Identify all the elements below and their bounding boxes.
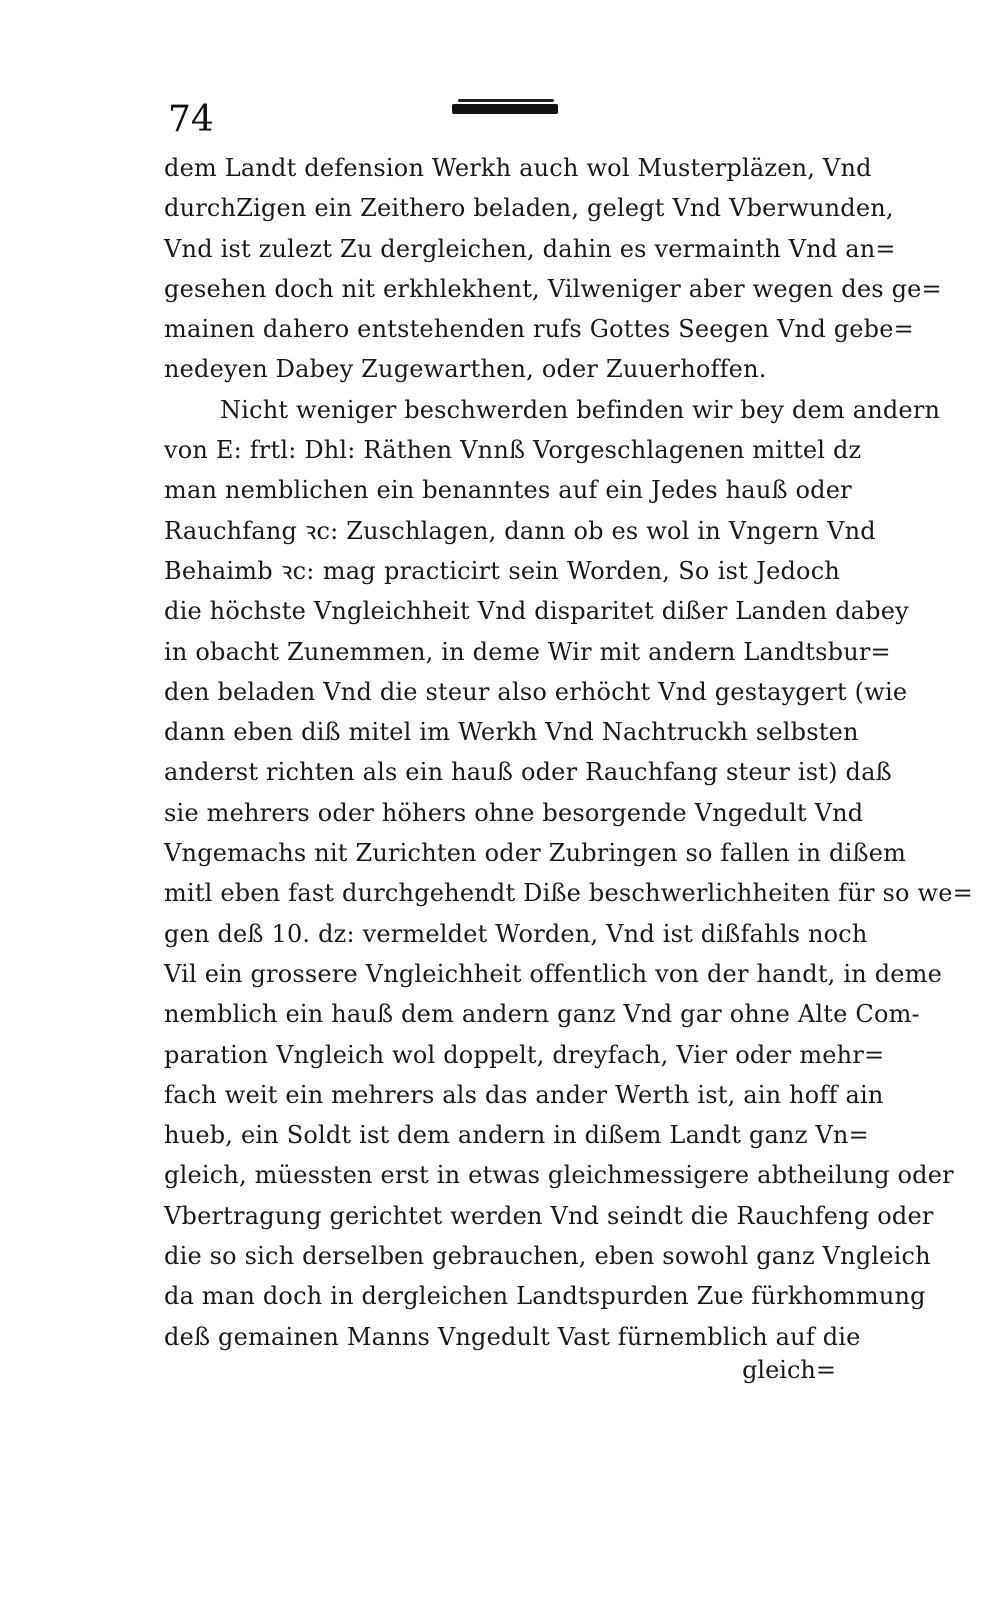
text-line: Vil ein grossere Vngleichheit offentlich von der handt, in deme — [164, 959, 943, 988]
text-line: nemblich ein hauß dem andern ganz Vnd gar ohne Alte Com- — [164, 1000, 920, 1029]
text-line: fach weit ein mehrers als das ander Werth ist, ain hoff ain — [164, 1080, 884, 1109]
text-line: da man doch in dergleichen Landtspurden Zue fürkhommung — [164, 1282, 926, 1311]
text-line: die so sich derselben gebrauchen, eben sowohl ganz Vngleich — [164, 1242, 931, 1271]
text-line: Rauchfang ꝛc: Zuschlagen, dann ob es wol in Vngern Vnd — [164, 516, 876, 545]
text-line: gesehen doch nit erkhlekhent, Vilweniger aber wegen des ge= — [164, 274, 942, 303]
page-number: 74 — [168, 99, 214, 140]
text-line: mitl eben fast durchgehendt Diße beschwerlichheiten für so we= — [164, 879, 973, 908]
text-line: nedeyen Dabey Zugewarthen, oder Zuuerhoffen. — [164, 355, 767, 384]
text-line: in obacht Zunemmen, in deme Wir mit andern Landtsbur= — [164, 637, 891, 666]
text-line: gen deß 10. dz: vermeldet Worden, Vnd ist dißfahls noch — [164, 919, 868, 948]
text-line: dann eben diß mitel im Werkh Vnd Nachtruckh selbsten — [164, 718, 859, 747]
text-line: man nemblichen ein benanntes auf ein Jedes hauß oder — [164, 476, 852, 505]
text-line: Vnd ist zulezt Zu dergleichen, dahin es vermainth Vnd an= — [164, 234, 896, 263]
text-line: hueb, ein Soldt ist dem andern in dißem Landt ganz Vn= — [164, 1121, 869, 1150]
text-line: den beladen Vnd die steur also erhöcht Vnd gestaygert (wie — [164, 677, 908, 706]
text-line: Vbertragung gerichtet werden Vnd seindt die Rauchfeng oder — [164, 1201, 934, 1230]
text-line: durchZigen ein Zeithero beladen, gelegt Vnd Vberwunden, — [164, 194, 894, 223]
text-line: anderst richten als ein hauß oder Rauchfang steur ist) daß — [164, 758, 892, 787]
text-line: Behaimb ꝛc: mag practicirt sein Worden, So ist Jedoch — [164, 556, 840, 585]
text-line: dem Landt defension Werkh auch wol Musterpläzen, Vnd — [164, 154, 872, 182]
text-line: gleich, müessten erst in etwas gleichmessigere abtheilung oder — [164, 1161, 954, 1190]
text-line: sie mehrers oder höhers ohne besorgende Vngedult Vnd — [164, 798, 864, 827]
body-text — [164, 148, 973, 1357]
header-rule — [452, 104, 558, 114]
text-line: Vngemachs nit Zurichten oder Zubringen so fallen in dißem — [164, 839, 907, 868]
catchword: gleich= — [742, 1356, 836, 1384]
text-line: Nicht weniger beschwerden befinden wir bey dem andern — [220, 395, 941, 424]
text-line: paration Vngleich wol doppelt, dreyfach, Vier oder mehr= — [164, 1040, 885, 1069]
text-line: von E: frtl: Dhl: Räthen Vnnß Vorgeschlagenen mittel dz — [164, 436, 862, 465]
text-line: die höchste Vngleichheit Vnd disparitet dißer Landen dabey — [164, 597, 909, 626]
text-line: mainen dahero entstehenden rufs Gottes Seegen Vnd gebe= — [164, 315, 914, 344]
text-line: deß gemainen Manns Vngedult Vast fürnemblich auf die — [164, 1322, 861, 1351]
